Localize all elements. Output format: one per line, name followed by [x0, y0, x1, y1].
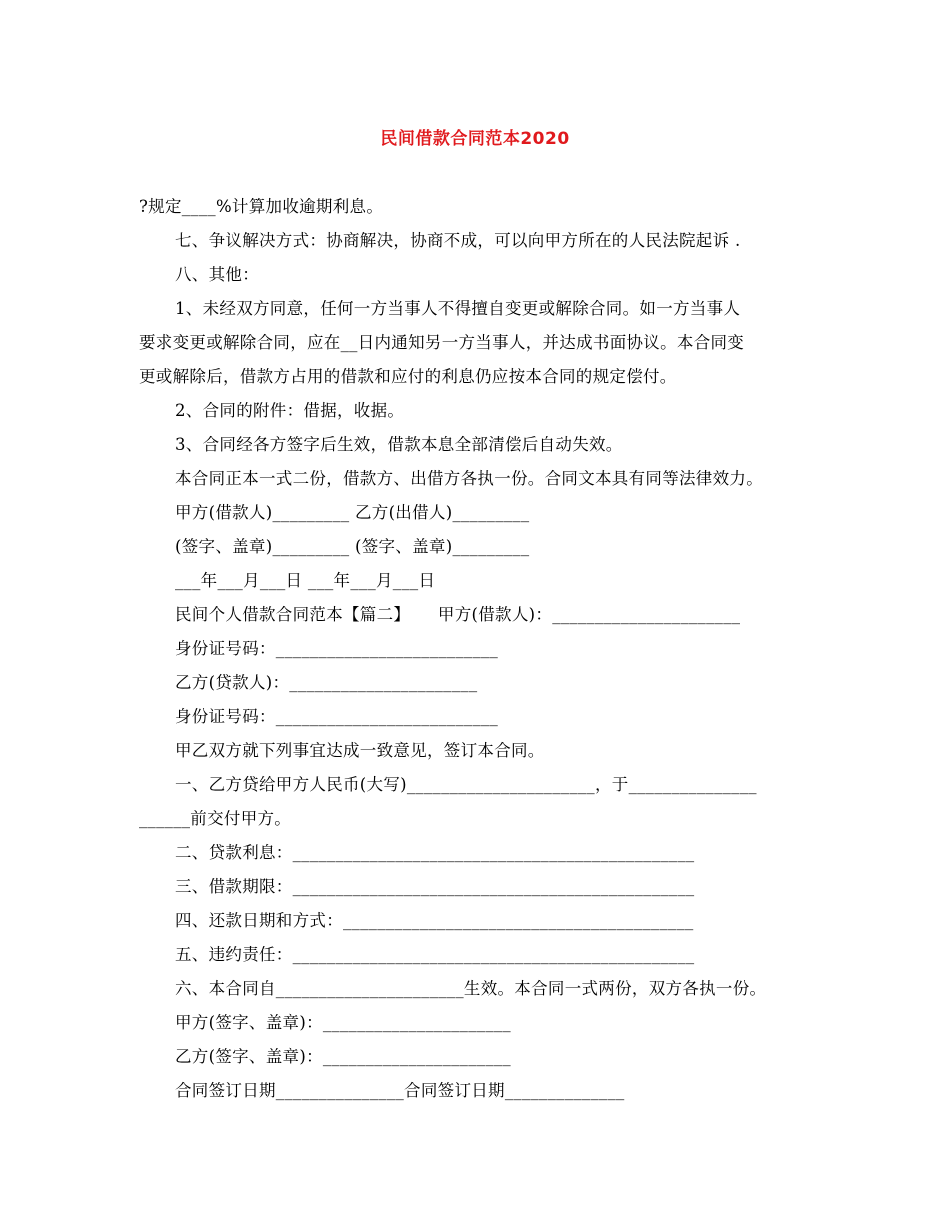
text-line: ___年___月___日 ___年___月___日: [175, 571, 436, 590]
text-line: 要求变更或解除合同，应在__日内通知另一方当事人，并达成书面协议。本合同变: [139, 333, 745, 352]
text-line: ______前交付甲方。: [139, 809, 292, 828]
text-line: 六、本合同自______________________生效。本合同一式两份，双方各执一份。: [175, 979, 767, 998]
text-line: 七、争议解决方式：协商解决，协商不成，可以向甲方所在的人民法院起诉 .: [175, 231, 741, 250]
text-line: 甲方(借款人)_________ 乙方(出借人)_________: [175, 503, 530, 522]
text-line: 三、借款期限：_______________________________________________: [175, 877, 695, 896]
text-line: (签字、盖章)_________ (签字、盖章)_________: [175, 537, 530, 556]
text-line: 二、贷款利息：_______________________________________________: [175, 843, 695, 862]
text-line: 身份证号码：__________________________: [175, 707, 499, 726]
text-line: 五、违约责任：_______________________________________________: [175, 945, 695, 964]
text-line: 八、其他：: [175, 265, 259, 284]
text-line: ?规定____%计算加收逾期利息。: [139, 197, 384, 216]
text-line: 3、合同经各方签字后生效，借款本息全部清偿后自动失效。: [175, 435, 623, 454]
text-line: 乙方(签字、盖章)：______________________: [175, 1047, 511, 1066]
text-line: 民间个人借款合同范本【篇二】 甲方(借款人)：______________________: [175, 605, 741, 624]
text-line: 合同签订日期_______________合同签订日期______________: [175, 1081, 625, 1100]
text-line: 甲乙双方就下列事宜达成一致意见，签订本合同。: [175, 741, 545, 760]
text-line: 身份证号码：__________________________: [175, 639, 499, 658]
text-line: 一、乙方贷给甲方人民币(大写)______________________，于_______________: [175, 775, 757, 794]
text-line: 2、合同的附件：借据，收据。: [175, 401, 405, 420]
text-line: 本合同正本一式二份，借款方、出借方各执一份。合同文本具有同等法律效力。: [175, 469, 763, 488]
text-line: 1、未经双方同意，任何一方当事人不得擅自变更或解除合同。如一方当事人: [175, 299, 741, 318]
text-line: 乙方(贷款人)：______________________: [175, 673, 478, 692]
text-line: 甲方(签字、盖章)：______________________: [175, 1013, 511, 1032]
text-line: 更或解除后，借款方占用的借款和应付的利息仍应按本合同的规定偿付。: [139, 367, 677, 386]
document-title: 民间借款合同范本2020: [380, 129, 570, 149]
text-line: 四、还款日期和方式：_________________________________________: [175, 911, 694, 930]
